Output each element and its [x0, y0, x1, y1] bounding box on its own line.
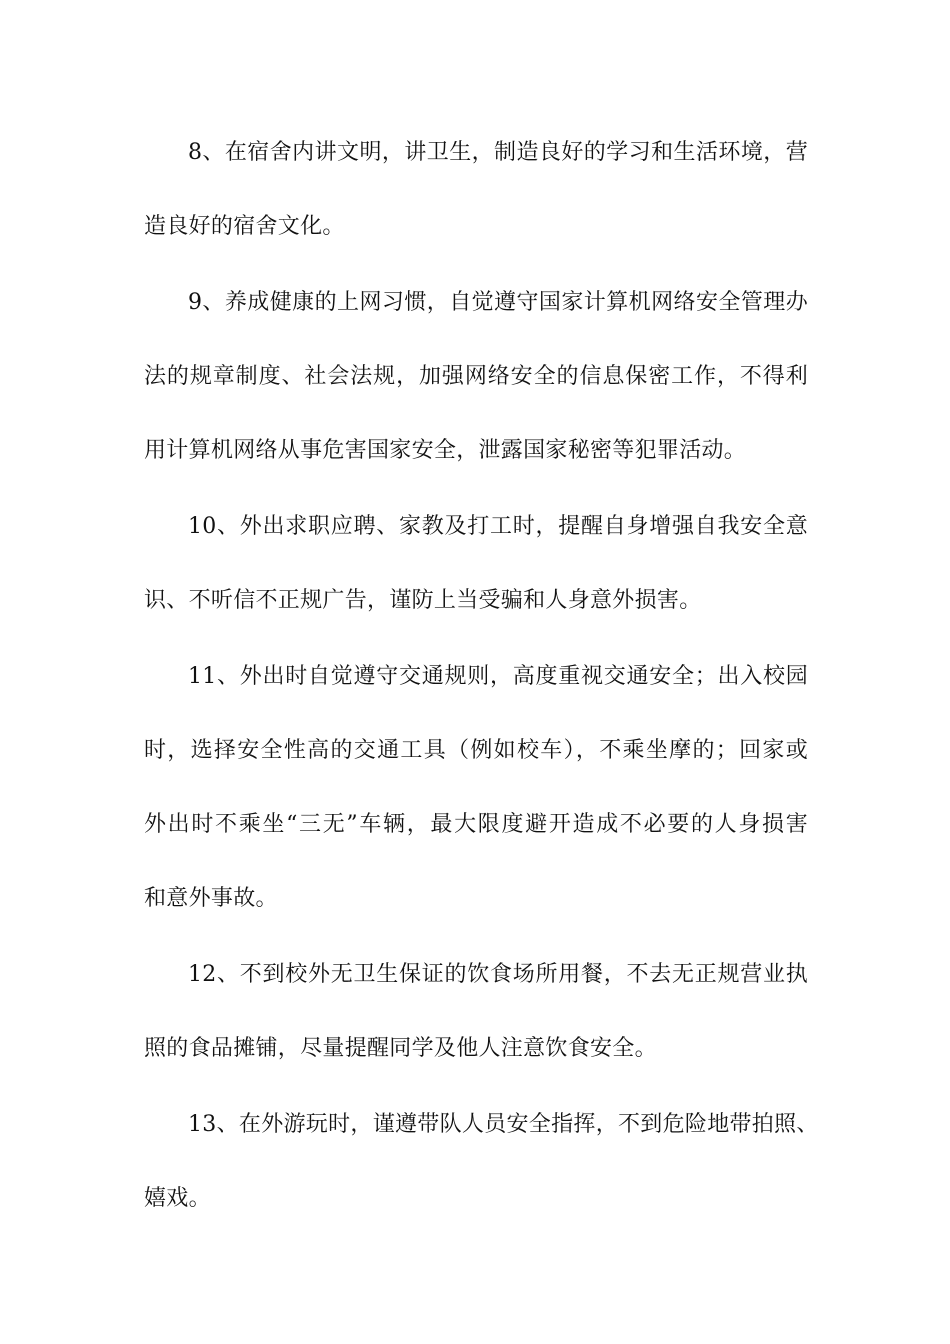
paragraph-11-line-2: 时，选择安全性高的交通工具（例如校车），不乘坐摩的；回家或 [144, 738, 808, 763]
paragraph-11-line-3: 外出时不乘坐“三无”车辆，最大限度避开造成不必要的人身损害 [144, 812, 808, 837]
paragraph-8-line-2: 造良好的宿舍文化。 [144, 214, 345, 239]
paragraph-13-line-1: 13、在外游玩时，谨遵带队人员安全指挥，不到危险地带拍照、 [188, 1112, 819, 1137]
paragraph-9-line-2: 法的规章制度、社会法规，加强网络安全的信息保密工作，不得利 [144, 364, 808, 389]
paragraph-12-line-2: 照的食品摊铺，尽量提醒同学及他人注意饮食安全。 [144, 1036, 657, 1061]
paragraph-9-line-3: 用计算机网络从事危害国家安全，泄露国家秘密等犯罪活动。 [144, 438, 747, 463]
paragraph-11-line-4: 和意外事故。 [144, 886, 278, 911]
paragraph-9-line-1: 9、养成健康的上网习惯，自觉遵守国家计算机网络安全管理办 [188, 290, 808, 315]
paragraph-12-line-1: 12、不到校外无卫生保证的饮食场所用餐，不去无正规营业执 [188, 962, 808, 987]
paragraph-11-line-1: 11、外出时自觉遵守交通规则，高度重视交通安全；出入校园 [188, 664, 808, 689]
paragraph-10-line-1: 10、外出求职应聘、家教及打工时，提醒自身增强自我安全意 [188, 514, 808, 539]
paragraph-8-line-1: 8、在宿舍内讲文明，讲卫生，制造良好的学习和生活环境，营 [188, 140, 808, 165]
paragraph-13-line-2: 嬉戏。 [144, 1186, 211, 1211]
paragraph-10-line-2: 识、不听信不正规广告，谨防上当受骗和人身意外损害。 [144, 588, 702, 613]
